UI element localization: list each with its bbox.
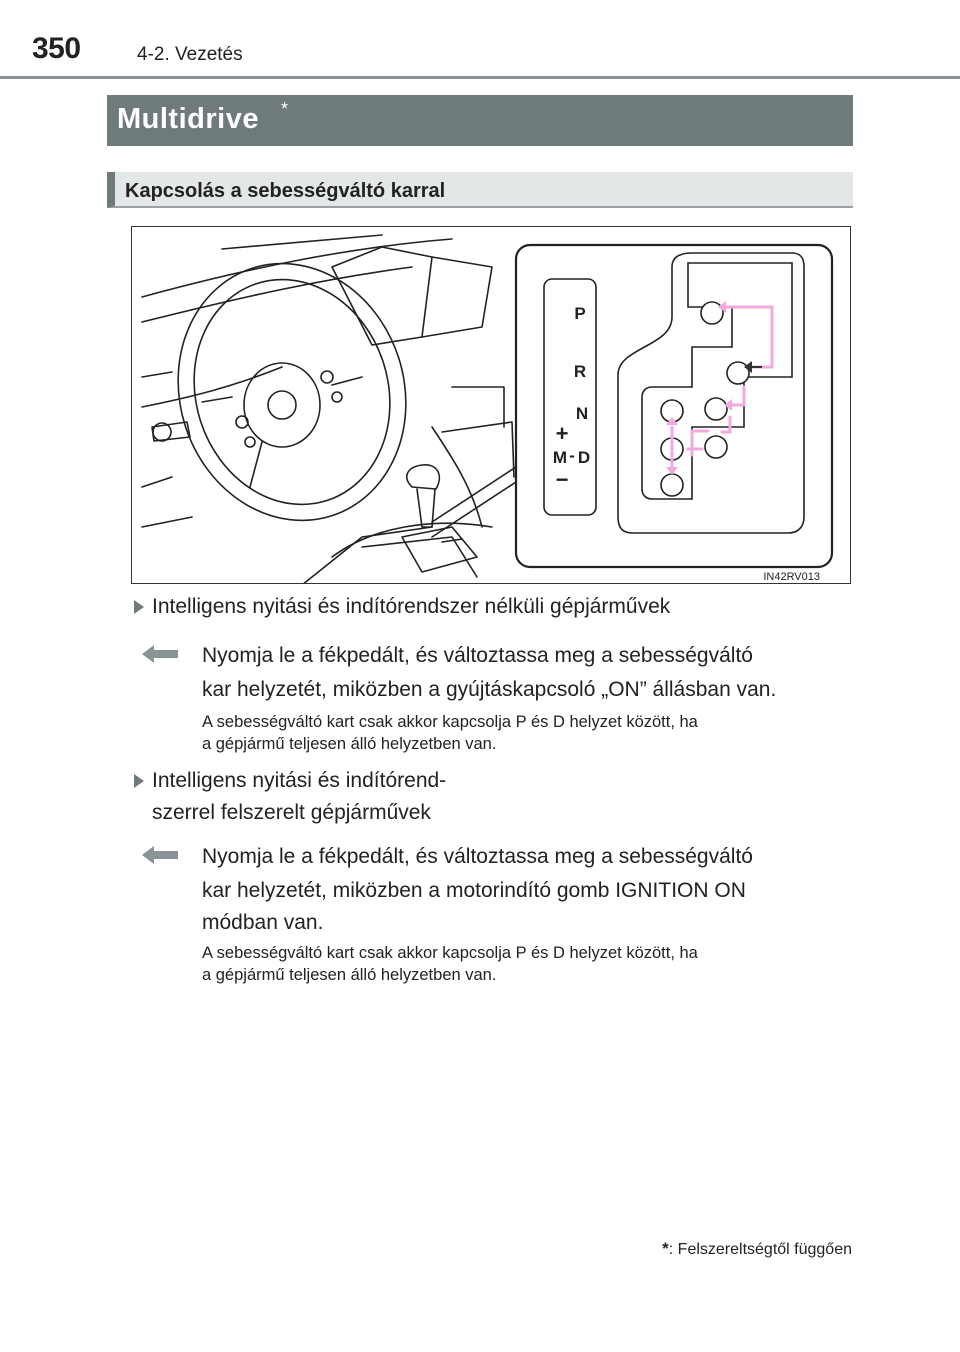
gate-label-r: R bbox=[573, 362, 587, 381]
gate-label-m: M bbox=[552, 448, 568, 467]
note-2-line-1: A sebességváltó kart csak akkor kapcsolja P és D helyzet között, ha bbox=[202, 944, 698, 962]
note-2-line-2: a gépjármű teljesen álló helyzetben van. bbox=[202, 966, 497, 984]
bullet-heading-2-line-1: Intelligens nyitási és indítórend- bbox=[152, 769, 447, 792]
instruction-2-line-3: módban van. bbox=[202, 911, 324, 934]
gate-label-n: N bbox=[575, 404, 589, 423]
header-divider bbox=[0, 76, 960, 79]
illustration-drawing bbox=[132, 227, 851, 584]
footnote bbox=[662, 1239, 852, 1259]
footnote-text: : Felszereltségtől függően bbox=[668, 1241, 852, 1258]
instruction-2-line-2: kar helyzetét, miközben a motorindító gomb IGNITION ON bbox=[202, 879, 746, 902]
bullet-heading-1: Intelligens nyitási és indítórendszer nélküli gépjárművek bbox=[152, 595, 671, 618]
bullet-triangle-icon bbox=[134, 600, 144, 614]
gate-label-dash: - bbox=[569, 446, 575, 465]
page-number: 350 bbox=[32, 32, 81, 65]
section-title-mark: * bbox=[281, 99, 289, 119]
gate-label-minus: − bbox=[555, 467, 569, 492]
bullet-triangle-icon bbox=[134, 774, 144, 788]
section-title: Multidrive bbox=[117, 103, 259, 135]
note-1-line-2: a gépjármű teljesen álló helyzetben van. bbox=[202, 735, 497, 753]
instruction-1-line-1: Nyomja le a fékpedált, és változtassa meg a sebességváltó bbox=[202, 644, 753, 667]
gate-label-p: P bbox=[574, 304, 586, 323]
footnote-mark: * bbox=[662, 1239, 669, 1258]
note-1-line-1: A sebességváltó kart csak akkor kapcsolja P és D helyzet között, ha bbox=[202, 713, 698, 731]
gate-label-d: D bbox=[577, 448, 591, 467]
chapter-title: 4-2. Vezetés bbox=[137, 44, 243, 65]
gate-label-plus: + bbox=[555, 421, 569, 446]
instruction-2-line-1: Nyomja le a fékpedált, és változtassa meg a sebességváltó bbox=[202, 845, 753, 868]
left-arrow-icon bbox=[142, 846, 178, 864]
figure-code: IN42RV013 bbox=[763, 571, 820, 583]
left-arrow-icon bbox=[142, 645, 178, 663]
shift-lever-illustration bbox=[131, 226, 851, 584]
bullet-heading-2-line-2: szerrel felszerelt gépjárművek bbox=[152, 801, 431, 824]
subsection-title: Kapcsolás a sebességváltó karral bbox=[125, 180, 446, 202]
instruction-1-line-2: kar helyzetét, miközben a gyújtáskapcsoló „ON” állásban van. bbox=[202, 678, 777, 701]
